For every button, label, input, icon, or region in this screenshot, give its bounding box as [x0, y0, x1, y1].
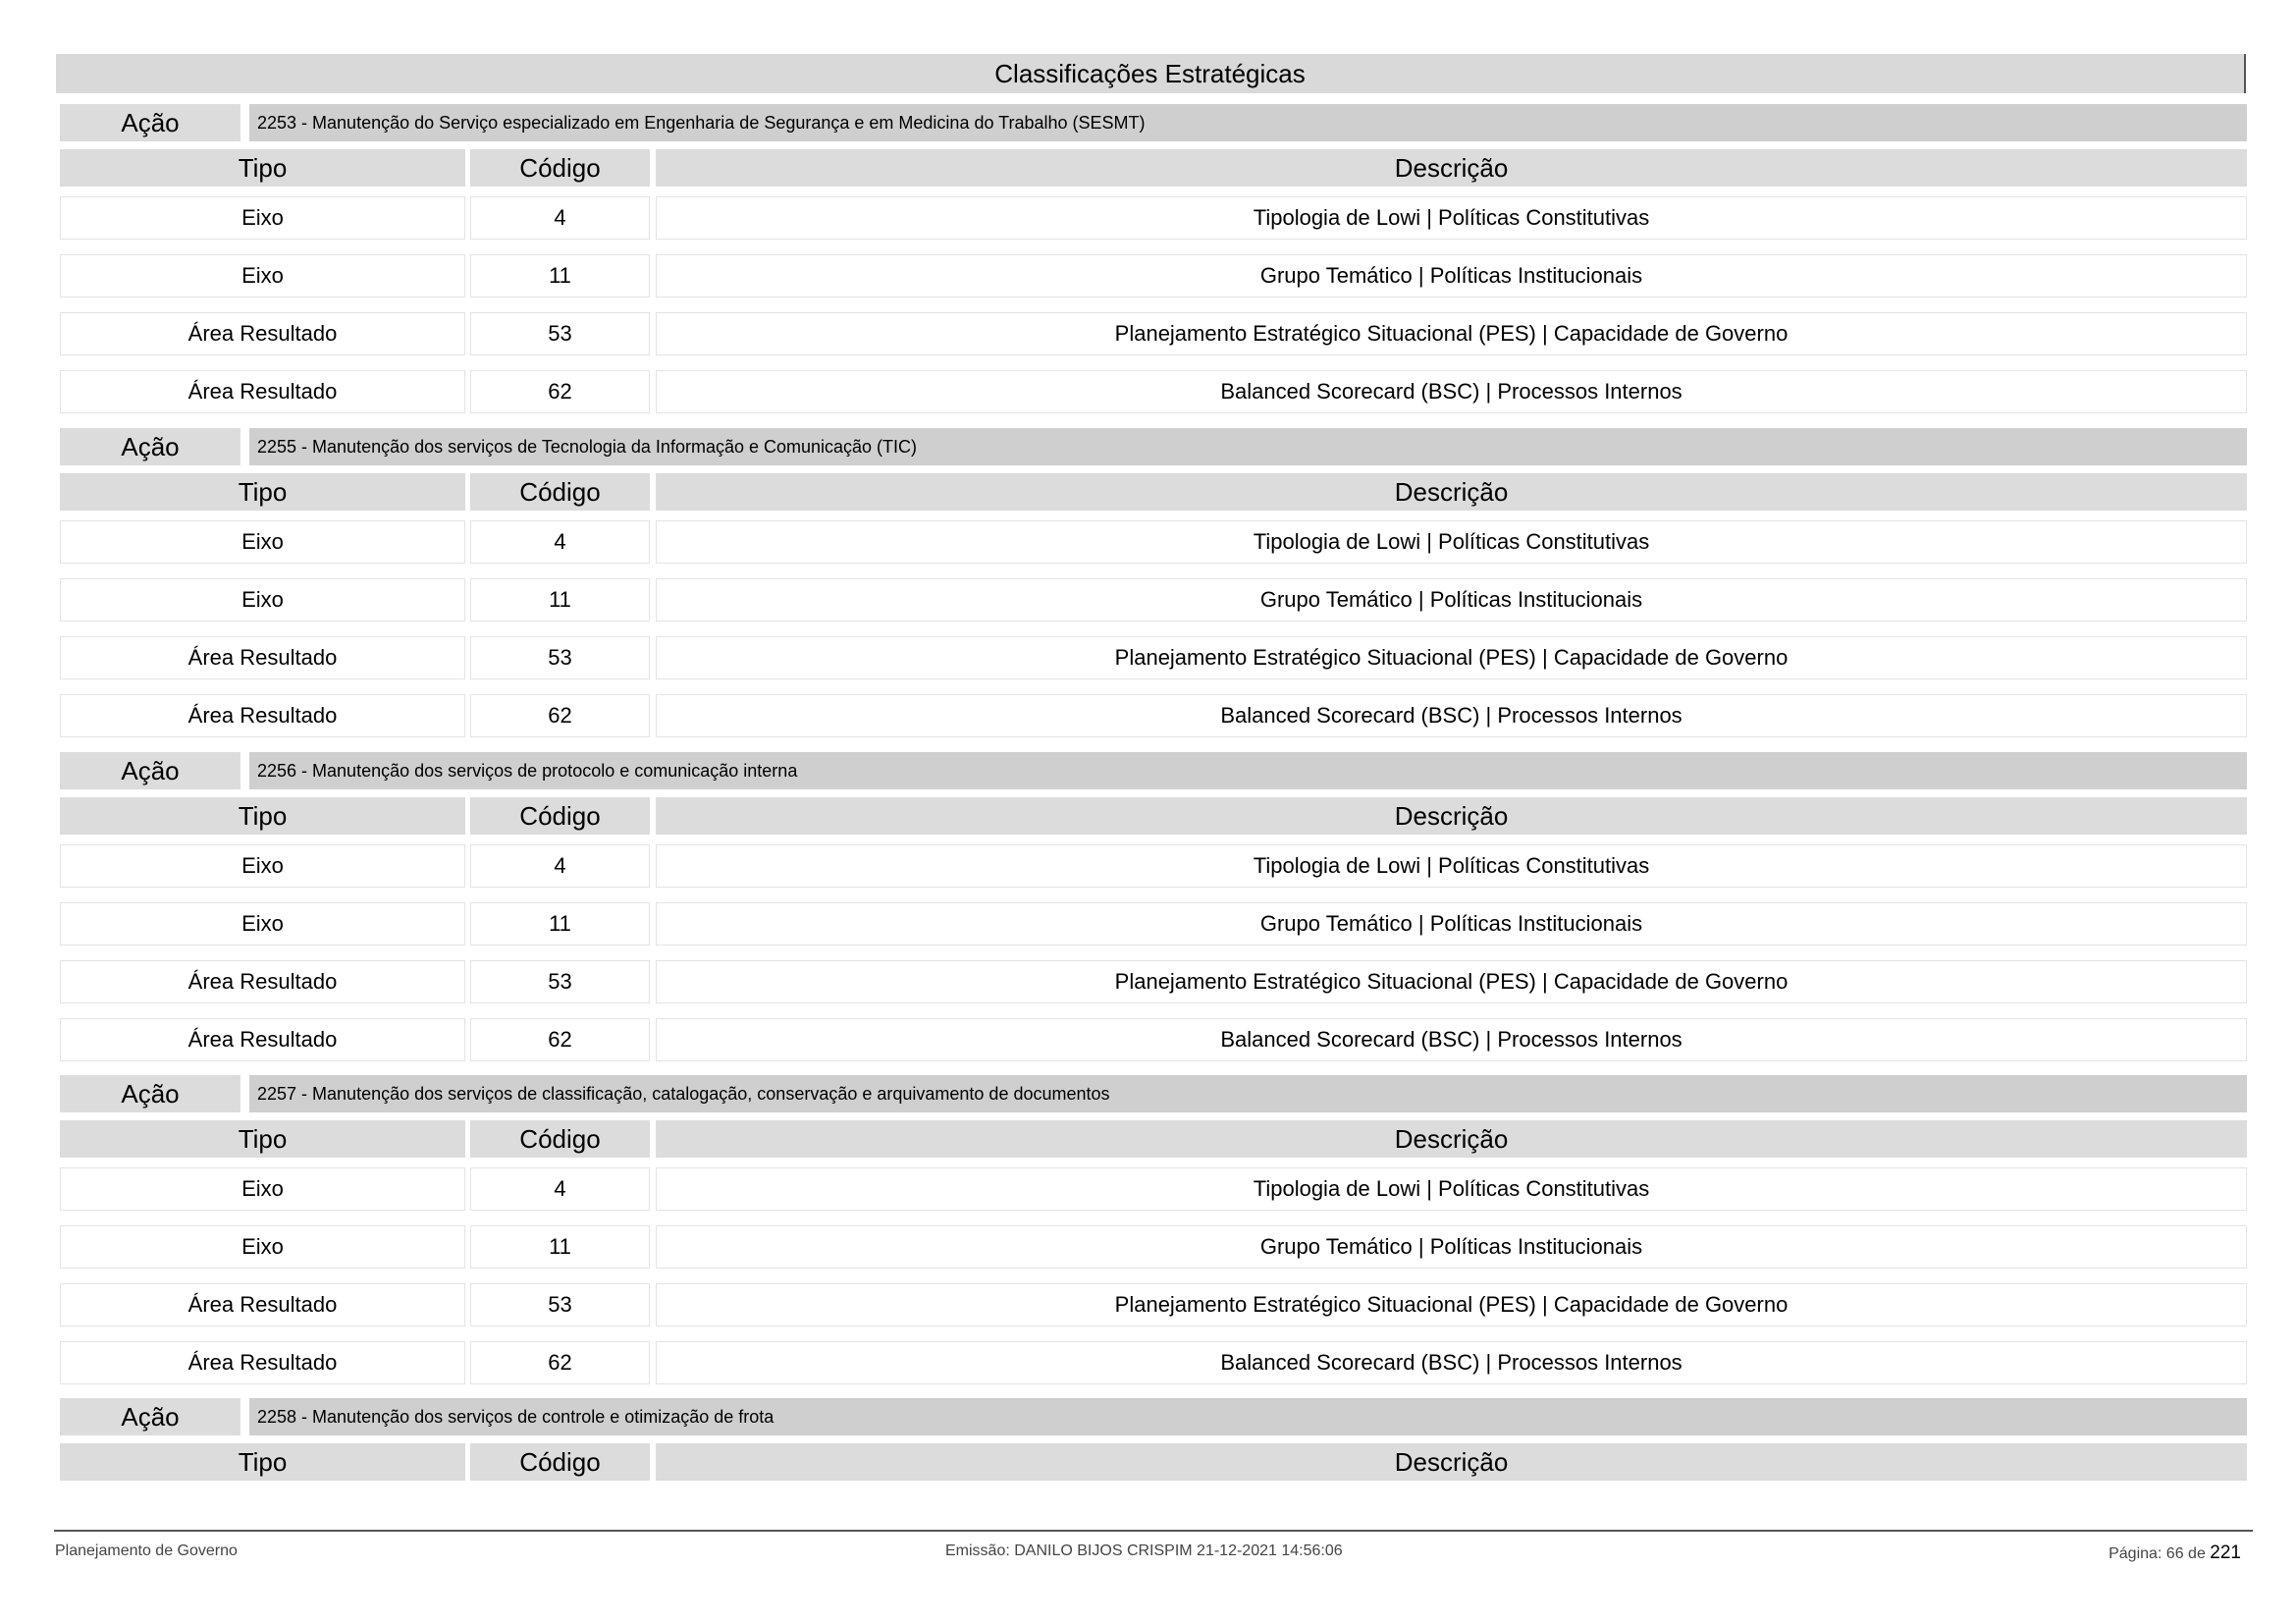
footer-page-total: 221 — [2210, 1542, 2241, 1563]
table-cell-tipo: Área Resultado — [60, 370, 465, 413]
table-cell-codigo: 62 — [470, 694, 650, 737]
table-cell-codigo: 11 — [470, 578, 650, 622]
column-header-tipo: Tipo — [60, 1443, 465, 1481]
column-header-codigo: Código — [470, 1120, 650, 1158]
table-cell-descricao: Balanced Scorecard (BSC) | Processos Internos — [656, 1018, 2247, 1061]
acao-label: Ação — [60, 752, 240, 789]
table-cell-codigo: 62 — [470, 1018, 650, 1061]
table-cell-tipo: Eixo — [60, 1225, 465, 1269]
table-cell-tipo: Eixo — [60, 844, 465, 888]
table-cell-descricao: Planejamento Estratégico Situacional (PES) | Capacidade de Governo — [656, 960, 2247, 1003]
table-cell-descricao: Tipologia de Lowi | Políticas Constitutivas — [656, 1167, 2247, 1211]
column-header-tipo: Tipo — [60, 149, 465, 187]
column-header-tipo: Tipo — [60, 797, 465, 835]
table-cell-tipo: Eixo — [60, 1167, 465, 1211]
column-header-tipo: Tipo — [60, 1120, 465, 1158]
column-header-codigo: Código — [470, 797, 650, 835]
table-cell-codigo: 11 — [470, 254, 650, 298]
table-cell-descricao: Balanced Scorecard (BSC) | Processos Internos — [656, 370, 2247, 413]
table-cell-codigo: 53 — [470, 960, 650, 1003]
table-cell-descricao: Tipologia de Lowi | Políticas Constitutivas — [656, 196, 2247, 240]
column-header-codigo: Código — [470, 473, 650, 511]
table-cell-codigo: 53 — [470, 1283, 650, 1326]
acao-description: 2253 - Manutenção do Serviço especializado em Engenharia de Segurança e em Medicina do Trabalho (SESMT) — [249, 104, 2247, 141]
table-cell-tipo: Área Resultado — [60, 960, 465, 1003]
table-cell-descricao: Grupo Temático | Políticas Institucionais — [656, 578, 2247, 622]
acao-label: Ação — [60, 428, 240, 465]
acao-label: Ação — [60, 1398, 240, 1435]
footer-page-number — [2109, 1542, 2241, 1564]
page-title: Classificações Estratégicas — [56, 54, 2246, 93]
table-cell-codigo: 4 — [470, 1167, 650, 1211]
table-cell-codigo: 62 — [470, 1341, 650, 1384]
table-cell-descricao: Tipologia de Lowi | Políticas Constitutivas — [656, 520, 2247, 564]
table-cell-descricao: Balanced Scorecard (BSC) | Processos Internos — [656, 694, 2247, 737]
table-cell-tipo: Área Resultado — [60, 1018, 465, 1061]
table-cell-codigo: 53 — [470, 636, 650, 679]
table-cell-descricao: Planejamento Estratégico Situacional (PES) | Capacidade de Governo — [656, 312, 2247, 355]
table-cell-descricao: Planejamento Estratégico Situacional (PES) | Capacidade de Governo — [656, 1283, 2247, 1326]
footer-emission-text: Emissão: DANILO BIJOS CRISPIM 21-12-2021 14:56:06 — [945, 1542, 1343, 1559]
column-header-descricao: Descrição — [656, 1120, 2247, 1158]
table-cell-codigo: 4 — [470, 520, 650, 564]
column-header-descricao: Descrição — [656, 149, 2247, 187]
table-cell-tipo: Área Resultado — [60, 312, 465, 355]
table-cell-descricao: Balanced Scorecard (BSC) | Processos Internos — [656, 1341, 2247, 1384]
table-cell-tipo: Área Resultado — [60, 1283, 465, 1326]
table-cell-tipo: Área Resultado — [60, 636, 465, 679]
column-header-descricao: Descrição — [656, 473, 2247, 511]
column-header-descricao: Descrição — [656, 797, 2247, 835]
table-cell-codigo: 11 — [470, 1225, 650, 1269]
footer-left-text: Planejamento de Governo — [55, 1542, 238, 1559]
acao-description: 2258 - Manutenção dos serviços de controle e otimização de frota — [249, 1398, 2247, 1435]
table-cell-codigo: 4 — [470, 844, 650, 888]
table-cell-tipo: Área Resultado — [60, 694, 465, 737]
footer-page-prefix: Página: 66 de — [2109, 1545, 2206, 1562]
table-cell-codigo: 11 — [470, 902, 650, 946]
table-cell-descricao: Grupo Temático | Políticas Institucionais — [656, 254, 2247, 298]
table-cell-tipo: Eixo — [60, 196, 465, 240]
table-cell-tipo: Eixo — [60, 254, 465, 298]
table-cell-descricao: Grupo Temático | Políticas Institucionais — [656, 902, 2247, 946]
column-header-descricao: Descrição — [656, 1443, 2247, 1481]
column-header-codigo: Código — [470, 1443, 650, 1481]
table-cell-tipo: Área Resultado — [60, 1341, 465, 1384]
table-cell-descricao: Tipologia de Lowi | Políticas Constitutivas — [656, 844, 2247, 888]
table-cell-codigo: 4 — [470, 196, 650, 240]
table-cell-tipo: Eixo — [60, 578, 465, 622]
acao-description: 2257 - Manutenção dos serviços de classificação, catalogação, conservação e arquivamento de documentos — [249, 1075, 2247, 1112]
table-cell-codigo: 53 — [470, 312, 650, 355]
acao-description: 2255 - Manutenção dos serviços de Tecnologia da Informação e Comunicação (TIC) — [249, 428, 2247, 465]
table-cell-tipo: Eixo — [60, 520, 465, 564]
acao-label: Ação — [60, 1075, 240, 1112]
table-cell-descricao: Grupo Temático | Políticas Institucionais — [656, 1225, 2247, 1269]
footer-divider — [54, 1530, 2253, 1532]
acao-label: Ação — [60, 104, 240, 141]
table-cell-tipo: Eixo — [60, 902, 465, 946]
column-header-tipo: Tipo — [60, 473, 465, 511]
table-cell-codigo: 62 — [470, 370, 650, 413]
column-header-codigo: Código — [470, 149, 650, 187]
acao-description: 2256 - Manutenção dos serviços de protocolo e comunicação interna — [249, 752, 2247, 789]
table-cell-descricao: Planejamento Estratégico Situacional (PES) | Capacidade de Governo — [656, 636, 2247, 679]
